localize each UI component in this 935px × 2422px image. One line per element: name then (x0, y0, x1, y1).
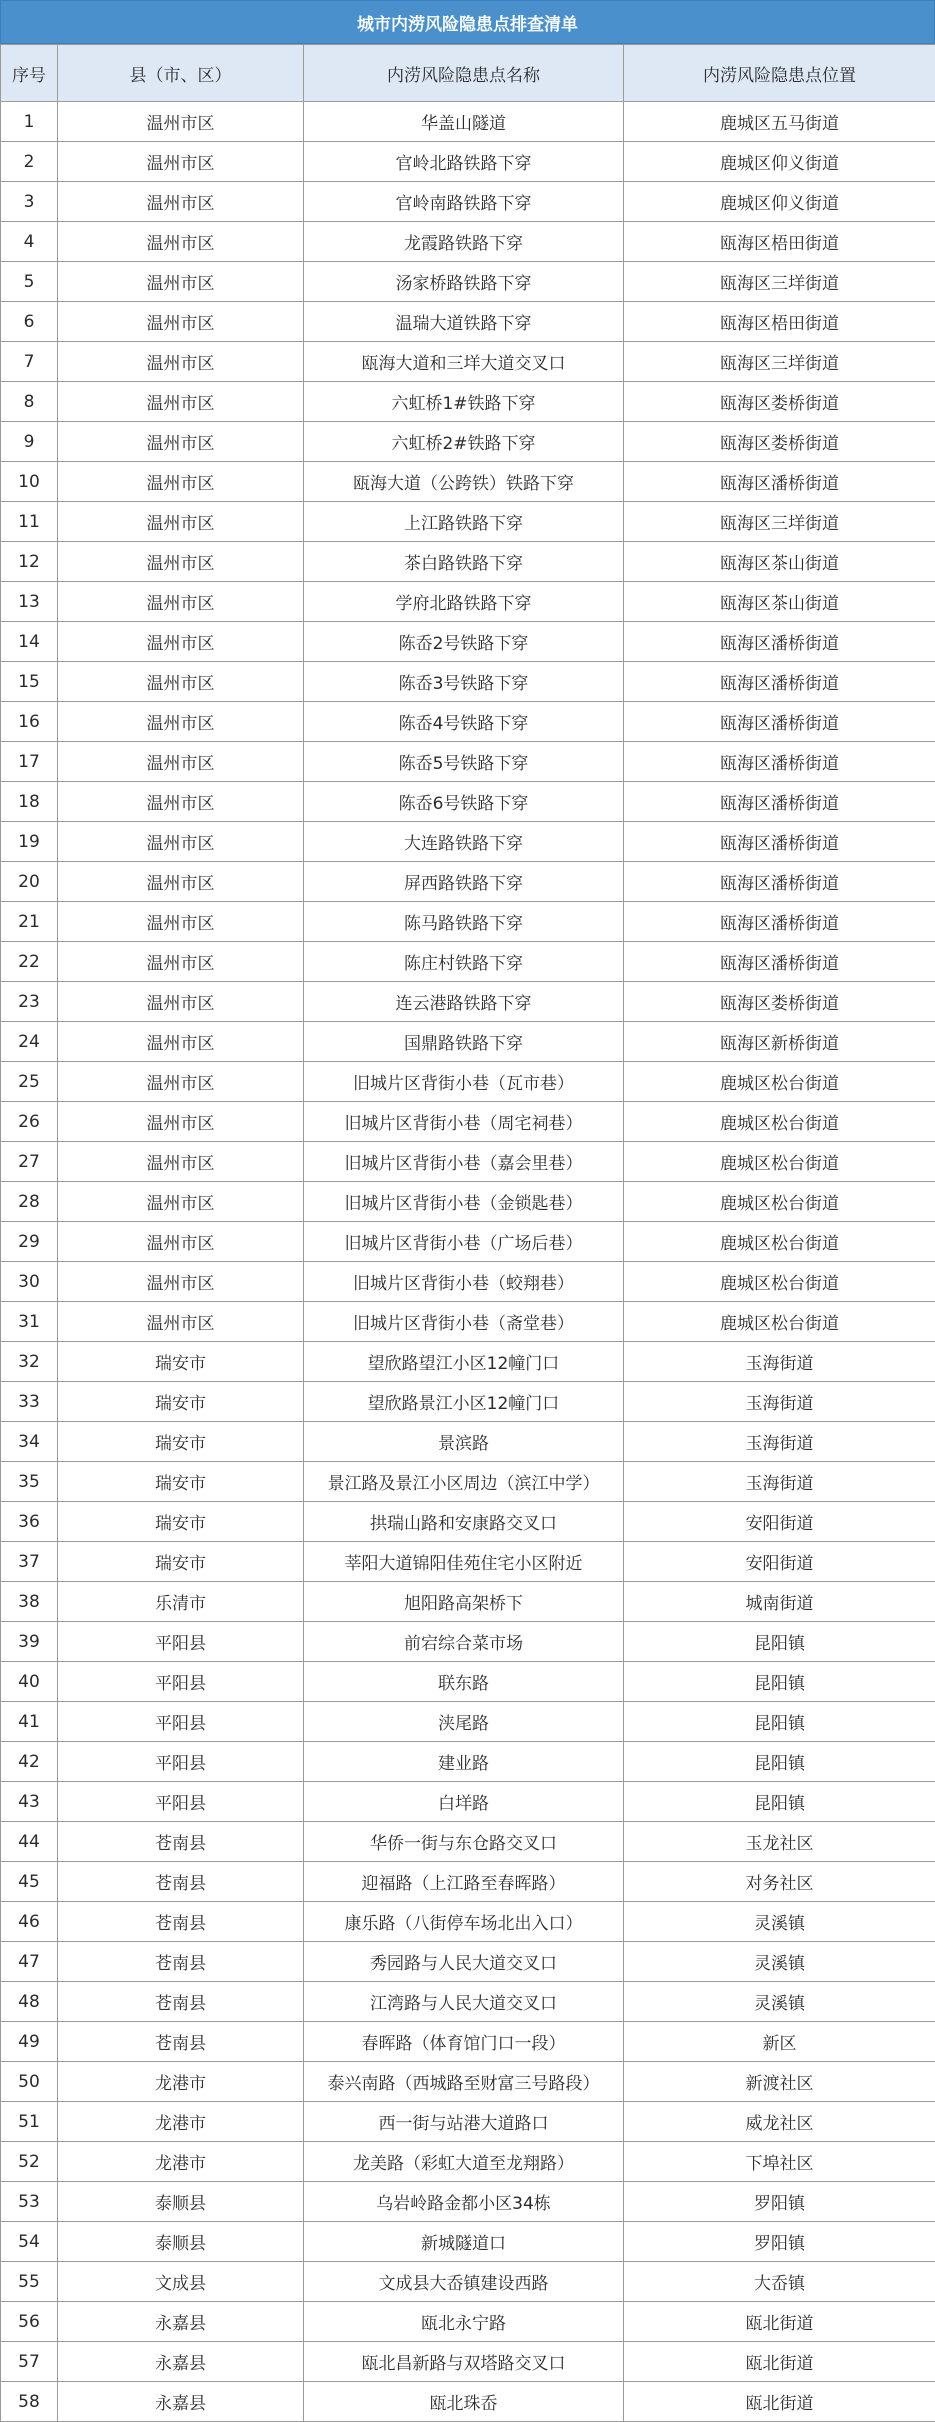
table-row (1, 2302, 935, 2342)
cell-point-location: 瓯海区梧田街道 (624, 222, 935, 262)
cell-point-name: 龙美路（彩虹大道至龙翔路） (304, 2142, 624, 2182)
table-row (1, 102, 935, 142)
cell-point-location: 大岙镇 (624, 2262, 935, 2302)
cell-county: 瑞安市 (58, 1502, 304, 1542)
cell-county: 温州市区 (58, 542, 304, 582)
cell-point-location: 瓯海区娄桥街道 (624, 982, 935, 1022)
cell-point-name: 泰兴南路（西城路至财富三号路段） (304, 2062, 624, 2102)
cell-serial-number: 30 (1, 1262, 58, 1302)
cell-serial-number: 24 (1, 1022, 58, 1062)
cell-point-location: 瓯海区娄桥街道 (624, 422, 935, 462)
cell-point-name: 陈岙3号铁路下穿 (304, 662, 624, 702)
cell-serial-number: 28 (1, 1182, 58, 1222)
table-row (1, 2142, 935, 2182)
cell-county: 温州市区 (58, 1302, 304, 1342)
cell-point-name: 景江路及景江小区周边（滨江中学） (304, 1462, 624, 1502)
cell-point-name: 温瑞大道铁路下穿 (304, 302, 624, 342)
cell-point-name: 陈马路铁路下穿 (304, 902, 624, 942)
table-row (1, 1862, 935, 1902)
cell-point-name: 西一街与站港大道路口 (304, 2102, 624, 2142)
cell-point-name: 陈岙5号铁路下穿 (304, 742, 624, 782)
cell-serial-number: 12 (1, 542, 58, 582)
cell-point-location: 昆阳镇 (624, 1662, 935, 1702)
table-row (1, 302, 935, 342)
header-serial-number: 序号 (1, 45, 58, 102)
cell-county: 温州市区 (58, 182, 304, 222)
cell-point-location: 玉海街道 (624, 1342, 935, 1382)
cell-point-name: 华侨一街与东仓路交叉口 (304, 1822, 624, 1862)
cell-county: 平阳县 (58, 1622, 304, 1662)
table-row (1, 542, 935, 582)
cell-point-location: 灵溪镇 (624, 1982, 935, 2022)
cell-county: 温州市区 (58, 942, 304, 982)
cell-point-location: 瓯海区潘桥街道 (624, 702, 935, 742)
cell-county: 永嘉县 (58, 2382, 304, 2422)
cell-county: 温州市区 (58, 822, 304, 862)
table-row (1, 2102, 935, 2142)
cell-serial-number: 22 (1, 942, 58, 982)
header-county: 县（市、区） (58, 45, 304, 102)
cell-point-location: 鹿城区五马街道 (624, 102, 935, 142)
cell-point-name: 瓯海大道和三垟大道交叉口 (304, 342, 624, 382)
cell-serial-number: 27 (1, 1142, 58, 1182)
cell-point-name: 白垟路 (304, 1782, 624, 1822)
cell-county: 苍南县 (58, 1982, 304, 2022)
cell-county: 永嘉县 (58, 2302, 304, 2342)
cell-point-location: 瓯海区潘桥街道 (624, 782, 935, 822)
cell-serial-number: 57 (1, 2342, 58, 2382)
table-row (1, 1822, 935, 1862)
cell-county: 温州市区 (58, 142, 304, 182)
table-title: 城市内涝风险隐患点排查清单 (0, 0, 935, 44)
cell-point-location: 瓯海区娄桥街道 (624, 382, 935, 422)
cell-serial-number: 2 (1, 142, 58, 182)
cell-point-name: 拱瑞山路和安康路交叉口 (304, 1502, 624, 1542)
cell-serial-number: 37 (1, 1542, 58, 1582)
cell-county: 瑞安市 (58, 1422, 304, 1462)
cell-point-name: 官岭北路铁路下穿 (304, 142, 624, 182)
cell-serial-number: 32 (1, 1342, 58, 1382)
cell-county: 温州市区 (58, 262, 304, 302)
cell-county: 温州市区 (58, 1022, 304, 1062)
cell-point-name: 华盖山隧道 (304, 102, 624, 142)
cell-serial-number: 7 (1, 342, 58, 382)
cell-county: 平阳县 (58, 1702, 304, 1742)
cell-county: 瑞安市 (58, 1342, 304, 1382)
cell-point-name: 秀园路与人民大道交叉口 (304, 1942, 624, 1982)
cell-county: 温州市区 (58, 302, 304, 342)
cell-point-location: 瓯北街道 (624, 2302, 935, 2342)
table-row (1, 182, 935, 222)
cell-point-name: 陈岙6号铁路下穿 (304, 782, 624, 822)
cell-point-name: 景滨路 (304, 1422, 624, 1462)
cell-serial-number: 3 (1, 182, 58, 222)
table-row (1, 822, 935, 862)
cell-point-name: 茶白路铁路下穿 (304, 542, 624, 582)
cell-county: 温州市区 (58, 662, 304, 702)
cell-serial-number: 31 (1, 1302, 58, 1342)
cell-serial-number: 8 (1, 382, 58, 422)
cell-serial-number: 55 (1, 2262, 58, 2302)
table-row (1, 1102, 935, 1142)
cell-point-location: 昆阳镇 (624, 1702, 935, 1742)
cell-point-location: 玉海街道 (624, 1422, 935, 1462)
cell-point-location: 罗阳镇 (624, 2182, 935, 2222)
cell-point-name: 文成县大岙镇建设西路 (304, 2262, 624, 2302)
table-row (1, 262, 935, 302)
table-row (1, 1262, 935, 1302)
cell-county: 乐清市 (58, 1582, 304, 1622)
cell-serial-number: 23 (1, 982, 58, 1022)
table-row (1, 2382, 935, 2422)
table-row (1, 1222, 935, 1262)
cell-county: 泰顺县 (58, 2182, 304, 2222)
cell-point-location: 鹿城区松台街道 (624, 1182, 935, 1222)
cell-serial-number: 50 (1, 2062, 58, 2102)
table-row (1, 662, 935, 702)
cell-point-location: 鹿城区松台街道 (624, 1062, 935, 1102)
table-row (1, 1422, 935, 1462)
cell-county: 永嘉县 (58, 2342, 304, 2382)
cell-serial-number: 10 (1, 462, 58, 502)
cell-serial-number: 42 (1, 1742, 58, 1782)
cell-county: 泰顺县 (58, 2222, 304, 2262)
cell-county: 苍南县 (58, 1862, 304, 1902)
cell-county: 温州市区 (58, 342, 304, 382)
cell-point-location: 安阳街道 (624, 1542, 935, 1582)
cell-serial-number: 56 (1, 2302, 58, 2342)
table-body (1, 102, 935, 2422)
cell-point-name: 江湾路与人民大道交叉口 (304, 1982, 624, 2022)
table-row (1, 1182, 935, 1222)
cell-county: 苍南县 (58, 1822, 304, 1862)
cell-point-location: 瓯海区潘桥街道 (624, 622, 935, 662)
cell-point-location: 下埠社区 (624, 2142, 935, 2182)
cell-point-name: 上江路铁路下穿 (304, 502, 624, 542)
cell-point-name: 汤家桥路铁路下穿 (304, 262, 624, 302)
cell-point-location: 灵溪镇 (624, 1902, 935, 1942)
cell-serial-number: 43 (1, 1782, 58, 1822)
cell-point-location: 瓯海区三垟街道 (624, 502, 935, 542)
cell-serial-number: 52 (1, 2142, 58, 2182)
cell-point-location: 瓯海区三垟街道 (624, 342, 935, 382)
cell-county: 瑞安市 (58, 1382, 304, 1422)
cell-point-location: 灵溪镇 (624, 1942, 935, 1982)
cell-point-location: 威龙社区 (624, 2102, 935, 2142)
cell-county: 温州市区 (58, 902, 304, 942)
cell-point-name: 学府北路铁路下穿 (304, 582, 624, 622)
cell-serial-number: 36 (1, 1502, 58, 1542)
cell-point-name: 六虹桥2#铁路下穿 (304, 422, 624, 462)
cell-county: 温州市区 (58, 1062, 304, 1102)
cell-serial-number: 41 (1, 1702, 58, 1742)
cell-point-location: 新渡社区 (624, 2062, 935, 2102)
table-row (1, 1662, 935, 1702)
cell-point-location: 玉龙社区 (624, 1822, 935, 1862)
table-row (1, 1582, 935, 1622)
cell-point-name: 浃尾路 (304, 1702, 624, 1742)
cell-county: 温州市区 (58, 502, 304, 542)
cell-point-name: 瓯北永宁路 (304, 2302, 624, 2342)
cell-point-name: 旧城片区背街小巷（瓦市巷） (304, 1062, 624, 1102)
cell-serial-number: 9 (1, 422, 58, 462)
cell-county: 温州市区 (58, 742, 304, 782)
cell-serial-number: 14 (1, 622, 58, 662)
cell-point-name: 康乐路（八街停车场北出入口） (304, 1902, 624, 1942)
cell-serial-number: 33 (1, 1382, 58, 1422)
cell-point-location: 鹿城区松台街道 (624, 1302, 935, 1342)
table-row (1, 1502, 935, 1542)
cell-point-location: 新区 (624, 2022, 935, 2062)
cell-serial-number: 11 (1, 502, 58, 542)
cell-county: 平阳县 (58, 1782, 304, 1822)
cell-point-location: 玉海街道 (624, 1382, 935, 1422)
table-row (1, 982, 935, 1022)
table-row (1, 142, 935, 182)
cell-county: 温州市区 (58, 702, 304, 742)
cell-county: 文成县 (58, 2262, 304, 2302)
cell-serial-number: 19 (1, 822, 58, 862)
cell-point-location: 昆阳镇 (624, 1622, 935, 1662)
table-row (1, 1902, 935, 1942)
cell-point-name: 国鼎路铁路下穿 (304, 1022, 624, 1062)
cell-serial-number: 21 (1, 902, 58, 942)
cell-serial-number: 4 (1, 222, 58, 262)
cell-serial-number: 54 (1, 2222, 58, 2262)
cell-serial-number: 26 (1, 1102, 58, 1142)
cell-point-location: 罗阳镇 (624, 2222, 935, 2262)
table-row (1, 902, 935, 942)
cell-point-location: 瓯海区潘桥街道 (624, 662, 935, 702)
cell-point-location: 城南街道 (624, 1582, 935, 1622)
cell-point-name: 陈岙4号铁路下穿 (304, 702, 624, 742)
cell-point-name: 连云港路铁路下穿 (304, 982, 624, 1022)
cell-point-name: 旧城片区背街小巷（嘉会里巷） (304, 1142, 624, 1182)
cell-point-name: 大连路铁路下穿 (304, 822, 624, 862)
cell-point-location: 鹿城区松台街道 (624, 1142, 935, 1182)
cell-serial-number: 45 (1, 1862, 58, 1902)
cell-point-name: 莘阳大道锦阳佳苑住宅小区附近 (304, 1542, 624, 1582)
table-row (1, 1342, 935, 1382)
table-row (1, 422, 935, 462)
cell-serial-number: 25 (1, 1062, 58, 1102)
table-row (1, 1462, 935, 1502)
cell-point-name: 旧城片区背街小巷（周宅祠巷） (304, 1102, 624, 1142)
cell-county: 平阳县 (58, 1662, 304, 1702)
cell-point-name: 乌岩岭路金都小区34栋 (304, 2182, 624, 2222)
table-header (1, 45, 935, 102)
table-row (1, 2222, 935, 2262)
cell-point-location: 瓯海区潘桥街道 (624, 942, 935, 982)
cell-serial-number: 46 (1, 1902, 58, 1942)
table-row (1, 1382, 935, 1422)
cell-serial-number: 40 (1, 1662, 58, 1702)
cell-point-name: 六虹桥1#铁路下穿 (304, 382, 624, 422)
cell-point-name: 陈岙2号铁路下穿 (304, 622, 624, 662)
cell-point-name: 屏西路铁路下穿 (304, 862, 624, 902)
cell-county: 温州市区 (58, 422, 304, 462)
cell-serial-number: 49 (1, 2022, 58, 2062)
table-row (1, 862, 935, 902)
cell-serial-number: 15 (1, 662, 58, 702)
cell-county: 温州市区 (58, 462, 304, 502)
cell-county: 龙港市 (58, 2062, 304, 2102)
cell-county: 温州市区 (58, 1222, 304, 1262)
header-point-name: 内涝风险隐患点名称 (304, 45, 624, 102)
cell-serial-number: 35 (1, 1462, 58, 1502)
cell-point-location: 瓯海区潘桥街道 (624, 462, 935, 502)
table-row (1, 2022, 935, 2062)
table-row (1, 582, 935, 622)
cell-serial-number: 13 (1, 582, 58, 622)
cell-point-location: 鹿城区松台街道 (624, 1262, 935, 1302)
cell-point-location: 瓯海区潘桥街道 (624, 902, 935, 942)
cell-point-location: 鹿城区松台街道 (624, 1102, 935, 1142)
cell-county: 温州市区 (58, 1142, 304, 1182)
cell-point-location: 瓯海区潘桥街道 (624, 822, 935, 862)
cell-point-name: 瓯海大道（公跨铁）铁路下穿 (304, 462, 624, 502)
table-row (1, 1542, 935, 1582)
cell-point-location: 安阳街道 (624, 1502, 935, 1542)
cell-point-location: 对务社区 (624, 1862, 935, 1902)
table-row (1, 1302, 935, 1342)
cell-point-location: 瓯北街道 (624, 2342, 935, 2382)
cell-point-name: 旧城片区背街小巷（金锁匙巷） (304, 1182, 624, 1222)
cell-point-location: 瓯海区潘桥街道 (624, 742, 935, 782)
cell-point-name: 旧城片区背街小巷（蛟翔巷） (304, 1262, 624, 1302)
cell-point-location: 瓯海区新桥街道 (624, 1022, 935, 1062)
cell-point-location: 昆阳镇 (624, 1742, 935, 1782)
table-row (1, 1742, 935, 1782)
table-row (1, 1622, 935, 1662)
cell-county: 苍南县 (58, 2022, 304, 2062)
header-point-location: 内涝风险隐患点位置 (624, 45, 935, 102)
cell-county: 温州市区 (58, 1102, 304, 1142)
cell-point-location: 瓯北街道 (624, 2382, 935, 2422)
cell-serial-number: 47 (1, 1942, 58, 1982)
cell-point-name: 瓯北昌新路与双塔路交叉口 (304, 2342, 624, 2382)
cell-county: 瑞安市 (58, 1542, 304, 1582)
table-row (1, 2182, 935, 2222)
table-row (1, 1982, 935, 2022)
cell-county: 温州市区 (58, 862, 304, 902)
table-row (1, 2342, 935, 2382)
cell-point-name: 春晖路（体育馆门口一段） (304, 2022, 624, 2062)
cell-serial-number: 17 (1, 742, 58, 782)
cell-serial-number: 6 (1, 302, 58, 342)
cell-county: 苍南县 (58, 1942, 304, 1982)
cell-county: 温州市区 (58, 1182, 304, 1222)
cell-point-name: 望欣路望江小区12幢门口 (304, 1342, 624, 1382)
cell-point-name: 联东路 (304, 1662, 624, 1702)
table-row (1, 702, 935, 742)
cell-point-location: 鹿城区仰义街道 (624, 142, 935, 182)
cell-serial-number: 1 (1, 102, 58, 142)
cell-serial-number: 51 (1, 2102, 58, 2142)
cell-county: 温州市区 (58, 222, 304, 262)
cell-serial-number: 20 (1, 862, 58, 902)
cell-county: 龙港市 (58, 2102, 304, 2142)
cell-serial-number: 5 (1, 262, 58, 302)
table-row (1, 462, 935, 502)
cell-point-location: 瓯海区三垟街道 (624, 262, 935, 302)
cell-county: 温州市区 (58, 622, 304, 662)
cell-point-name: 瓯北珠岙 (304, 2382, 624, 2422)
cell-point-location: 瓯海区茶山街道 (624, 542, 935, 582)
risk-points-table (0, 44, 935, 2422)
cell-point-name: 新城隧道口 (304, 2222, 624, 2262)
table-row (1, 2062, 935, 2102)
cell-county: 温州市区 (58, 582, 304, 622)
cell-point-name: 旧城片区背街小巷（斋堂巷） (304, 1302, 624, 1342)
cell-point-location: 玉海街道 (624, 1462, 935, 1502)
table-row (1, 1702, 935, 1742)
cell-point-location: 瓯海区潘桥街道 (624, 862, 935, 902)
cell-county: 瑞安市 (58, 1462, 304, 1502)
table-row (1, 1942, 935, 1982)
table-row (1, 2262, 935, 2302)
cell-county: 龙港市 (58, 2142, 304, 2182)
cell-county: 苍南县 (58, 1902, 304, 1942)
table-row (1, 1062, 935, 1102)
cell-county: 温州市区 (58, 782, 304, 822)
table-row (1, 342, 935, 382)
cell-serial-number: 38 (1, 1582, 58, 1622)
cell-point-name: 望欣路景江小区12幢门口 (304, 1382, 624, 1422)
cell-point-location: 鹿城区仰义街道 (624, 182, 935, 222)
table-row (1, 742, 935, 782)
cell-point-name: 旭阳路高架桥下 (304, 1582, 624, 1622)
cell-serial-number: 53 (1, 2182, 58, 2222)
cell-point-name: 迎福路（上江路至春晖路） (304, 1862, 624, 1902)
cell-point-name: 龙霞路铁路下穿 (304, 222, 624, 262)
table-row (1, 382, 935, 422)
table-row (1, 502, 935, 542)
cell-county: 温州市区 (58, 982, 304, 1022)
cell-serial-number: 58 (1, 2382, 58, 2422)
cell-serial-number: 29 (1, 1222, 58, 1262)
table-row (1, 942, 935, 982)
cell-point-name: 建业路 (304, 1742, 624, 1782)
cell-point-name: 前宕综合菜市场 (304, 1622, 624, 1662)
cell-serial-number: 44 (1, 1822, 58, 1862)
cell-county: 温州市区 (58, 382, 304, 422)
table-row (1, 622, 935, 662)
table-row (1, 1022, 935, 1062)
cell-county: 温州市区 (58, 1262, 304, 1302)
cell-serial-number: 34 (1, 1422, 58, 1462)
cell-serial-number: 39 (1, 1622, 58, 1662)
table-row (1, 222, 935, 262)
cell-county: 温州市区 (58, 102, 304, 142)
header-row (1, 45, 935, 102)
cell-county: 平阳县 (58, 1742, 304, 1782)
cell-point-name: 陈庄村铁路下穿 (304, 942, 624, 982)
cell-serial-number: 18 (1, 782, 58, 822)
table-row (1, 1782, 935, 1822)
cell-point-name: 旧城片区背街小巷（广场后巷） (304, 1222, 624, 1262)
cell-serial-number: 16 (1, 702, 58, 742)
cell-serial-number: 48 (1, 1982, 58, 2022)
cell-point-location: 昆阳镇 (624, 1782, 935, 1822)
cell-point-location: 鹿城区松台街道 (624, 1222, 935, 1262)
cell-point-location: 瓯海区茶山街道 (624, 582, 935, 622)
table-row (1, 782, 935, 822)
table-row (1, 1142, 935, 1182)
cell-point-name: 官岭南路铁路下穿 (304, 182, 624, 222)
cell-point-location: 瓯海区梧田街道 (624, 302, 935, 342)
